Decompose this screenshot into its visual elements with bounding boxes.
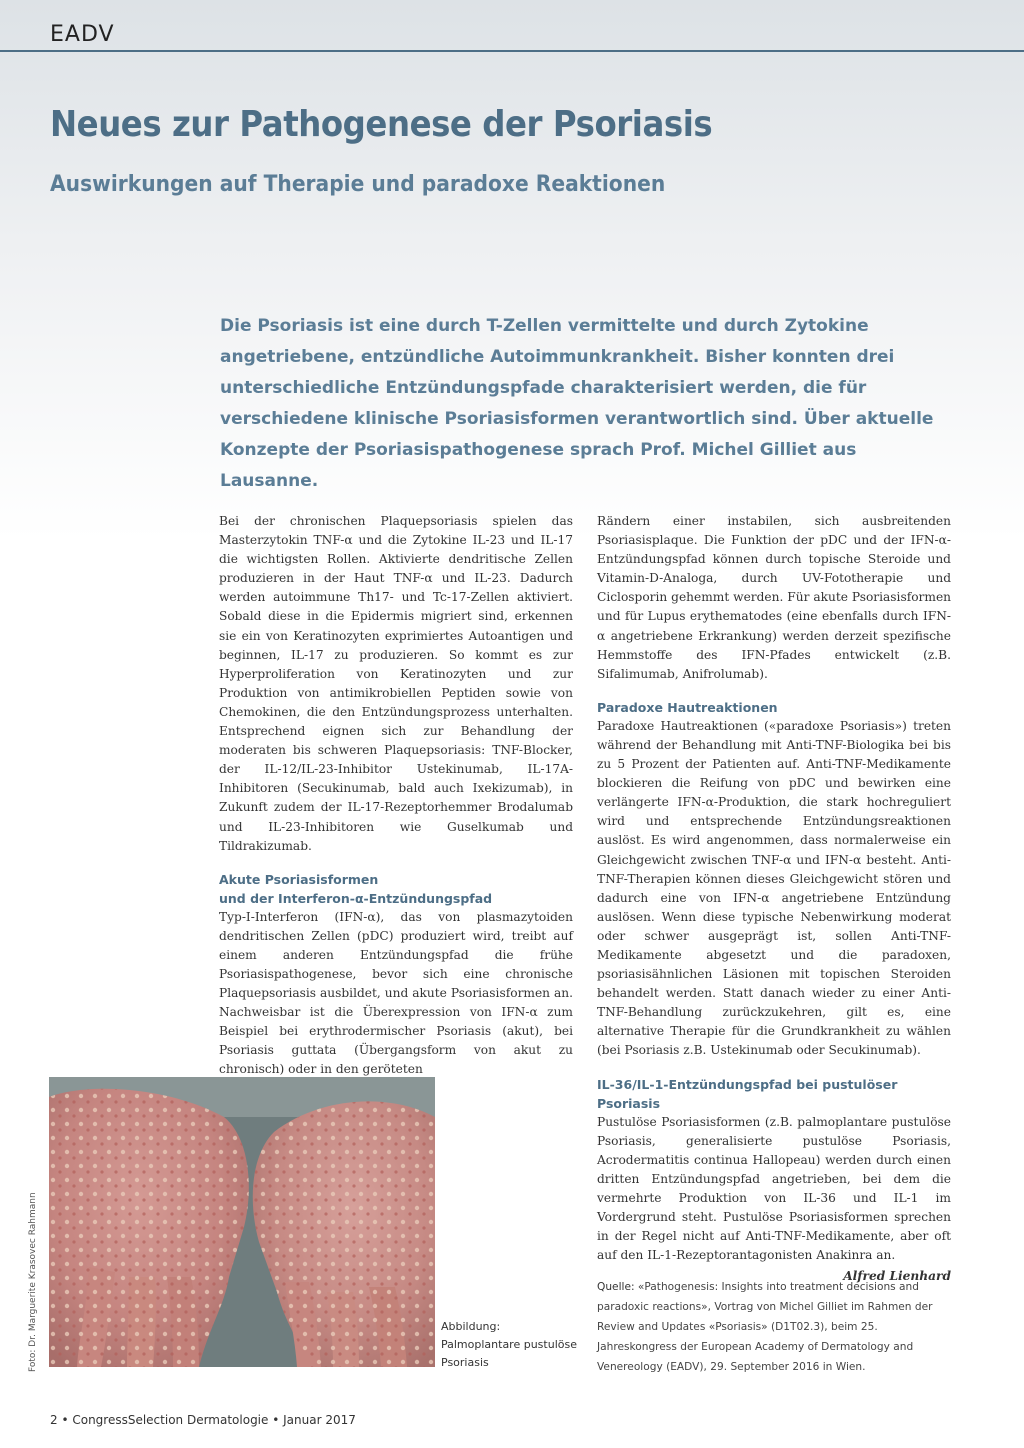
paragraph-chronic-plaque: Bei der chronischen Plaquepsoriasis spielen das Masterzytokin TNF-α und die Zytokine IL-23 und IL-17 die wichtigsten Rollen. Aktivierte dendritische Zellen produzieren in der Haut TNF-α und IL-23. Dadurch werden autoimmune Th17- und Tc-17-Zellen aktiviert. Sobald diese in die Epidermis migriert sind, erkennen sie ein von Keratinozyten exprimiertes Autoantigen und beginnen, IL-17 zu produzieren. So kommt es zur Hyperproliferation von Keratinozyten und zur Produktion von antimikrobiellen Peptiden sowie von Chemokinen, die den Entzündungsprozess unterhalten. Entsprechend eignen sich zur Behandlung der moderaten bis schweren Plaquepsoriasis: TNF-Blocker, der IL-12/IL-23-Inhibitor Ustekinumab, IL-17A-Inhibitoren (Secukinumab, bald auch Ixekizumab), in Zukunft zudem der IL-17-Rezeptorhemmer Brodalumab und IL-23-Inhibitoren wie Guselkumab und Tildrakizumab. xyxy=(219,514,573,853)
figure-photo xyxy=(49,1077,435,1367)
source-note xyxy=(597,1277,953,1377)
article-lead: Die Psoriasis ist eine durch T-Zellen vermittelte und durch Zytokine angetriebene, entzündliche Autoimmunkrankheit. Bisher konnten drei unterschiedliche Entzündungspfade charakterisiert werden, die für verschiedene klinische Psoriasisformen verantwortlich sind. Über aktuelle Konzepte der Psoriasispathogenese sprach Prof. Michel Gilliet aus Lausanne. xyxy=(220,316,934,491)
source-label: Quelle: xyxy=(597,1281,635,1293)
paragraph-interferon: Typ-I-Interferon (IFN-α), das von plasmazytoiden dendritischen Zellen (pDC) produziert wird, treibt auf einem anderen Entzündungspfad die frühe Psoriasispathogenese, bevor sich eine chronische Plaquepsoriasis ausbildet, und akute Psoriasisformen an. Nachweisbar ist die Überexpression von IFN-α zum Beispiel bei erythrodermischer Psoriasis (akut), bei Psoriasis guttata (Übergangsform von akut zu chronisch) oder in den geröteten xyxy=(219,909,573,1077)
paragraph-pdc-function: Rändern einer instabilen, sich ausbreitenden Psoriasisplaque. Die Funktion der pDC und der IFN-α-Entzündungspfad können durch topische Steroide und Vitamin-D-Analoga, durch UV-Fototherapie und Ciclosporin gehemmt werden. Für akute Psoriasisformen und für Lupus erythematodes (eine ebenfalls durch IFN-α angetriebene Erkrankung) werden derzeit spezifische Hemmstoffe des IFN-Pfades entwickelt (z.B. Sifalimumab, Anifrolumab). xyxy=(597,514,951,681)
section-label: EADV xyxy=(50,22,115,47)
page-footer: 2 • CongressSelection Dermatologie • Januar 2017 xyxy=(50,1413,356,1427)
photo-credit: Foto: Dr. Marguerite Krasovec Rahmann xyxy=(28,1192,38,1372)
author-name: Alfred Lienhard xyxy=(843,1269,951,1284)
hands-photo-illustration xyxy=(49,1077,435,1367)
caption-line-3: Psoriasis xyxy=(441,1356,489,1369)
heading-pustular: IL-36/IL-1-Entzündungspfad bei pustulöser Psoriasis xyxy=(597,1076,898,1111)
heading-acute-line2: und der Interferon-α-Entzündungspfad xyxy=(219,890,493,906)
left-column xyxy=(219,512,573,1080)
paragraph-pustular: Pustulöse Psoriasisformen (z.B. palmoplantare pustulöse Psoriasis, generalisierte pustulöse Psoriasis, Acrodermatitis continua Hallopeau) werden durch einen dritten Entzündungspfad angetrieben, bei dem die vermehrte Produktion von IL-36 und IL-1 im Vordergrund steht. Pustulöse Psoriasisformen sprechen in der Regel nicht auf Anti-TNF-Medikamente, aber oft auf den IL-1-Rezeptorantagonisten Anakinra an. xyxy=(597,1114,951,1263)
heading-acute-psoriasis xyxy=(219,870,573,908)
heading-paradox: Paradoxe Hautreaktionen xyxy=(597,699,778,715)
article-title: Neues zur Pathogenese der Psoriasis xyxy=(50,104,713,145)
page-header xyxy=(0,0,1024,52)
figure-caption xyxy=(441,1318,591,1372)
header-rule xyxy=(0,50,1024,52)
caption-line-2: Palmoplantare pustulöse xyxy=(441,1338,577,1351)
article-subtitle: Auswirkungen auf Therapie und paradoxe Reaktionen xyxy=(50,172,666,197)
right-column xyxy=(597,512,951,1286)
heading-acute-line1: Akute Psoriasisformen xyxy=(219,871,379,887)
source-text: «Pathogenesis: Insights into treatment decisions and paradoxic reactions», Vortrag von Michel Gilliet im Rahmen der Review and Updates «Psoriasis» (D1T02.3), beim 25. Jahreskongress der European Academy of Dermatology and Venereology (EADV), 29. September 2016 in Wien. xyxy=(597,1281,933,1373)
caption-line-1: Abbildung: xyxy=(441,1320,501,1333)
paragraph-paradox: Paradoxe Hautreaktionen («paradoxe Psoriasis») treten während der Behandlung mit Anti-TNF-Biologika bei bis zu 5 Prozent der Patienten auf. Anti-TNF-Medikamente blockieren die Reifung von pDC und bewirken eine verlängerte IFN-α-Produktion, die stark hochreguliert wird und entsprechende Entzündungsreaktionen auslöst. Es wird angenommen, dass normalerweise ein Gleichgewicht zwischen TNF-α und IFN-α besteht. Anti-TNF-Therapien können dieses Gleichgewicht stören und dadurch eine von IFN-α angetriebene Entzündung auslösen. Wenn diese typische Nebenwirkung moderat oder schwer ausgeprägt ist, sollen Anti-TNF-Medikamente abgesetzt und die paradoxen, psoriasisähnlichen Läsionen mit topischen Steroiden behandelt werden. Statt danach wieder zu einer Anti-TNF-Behandlung zurückzukehren, gilt es, eine alternative Therapie für die Grundkrankheit zu wählen (bei Psoriasis z.B. Ustekinumab oder Secukinumab). xyxy=(597,718,951,1058)
